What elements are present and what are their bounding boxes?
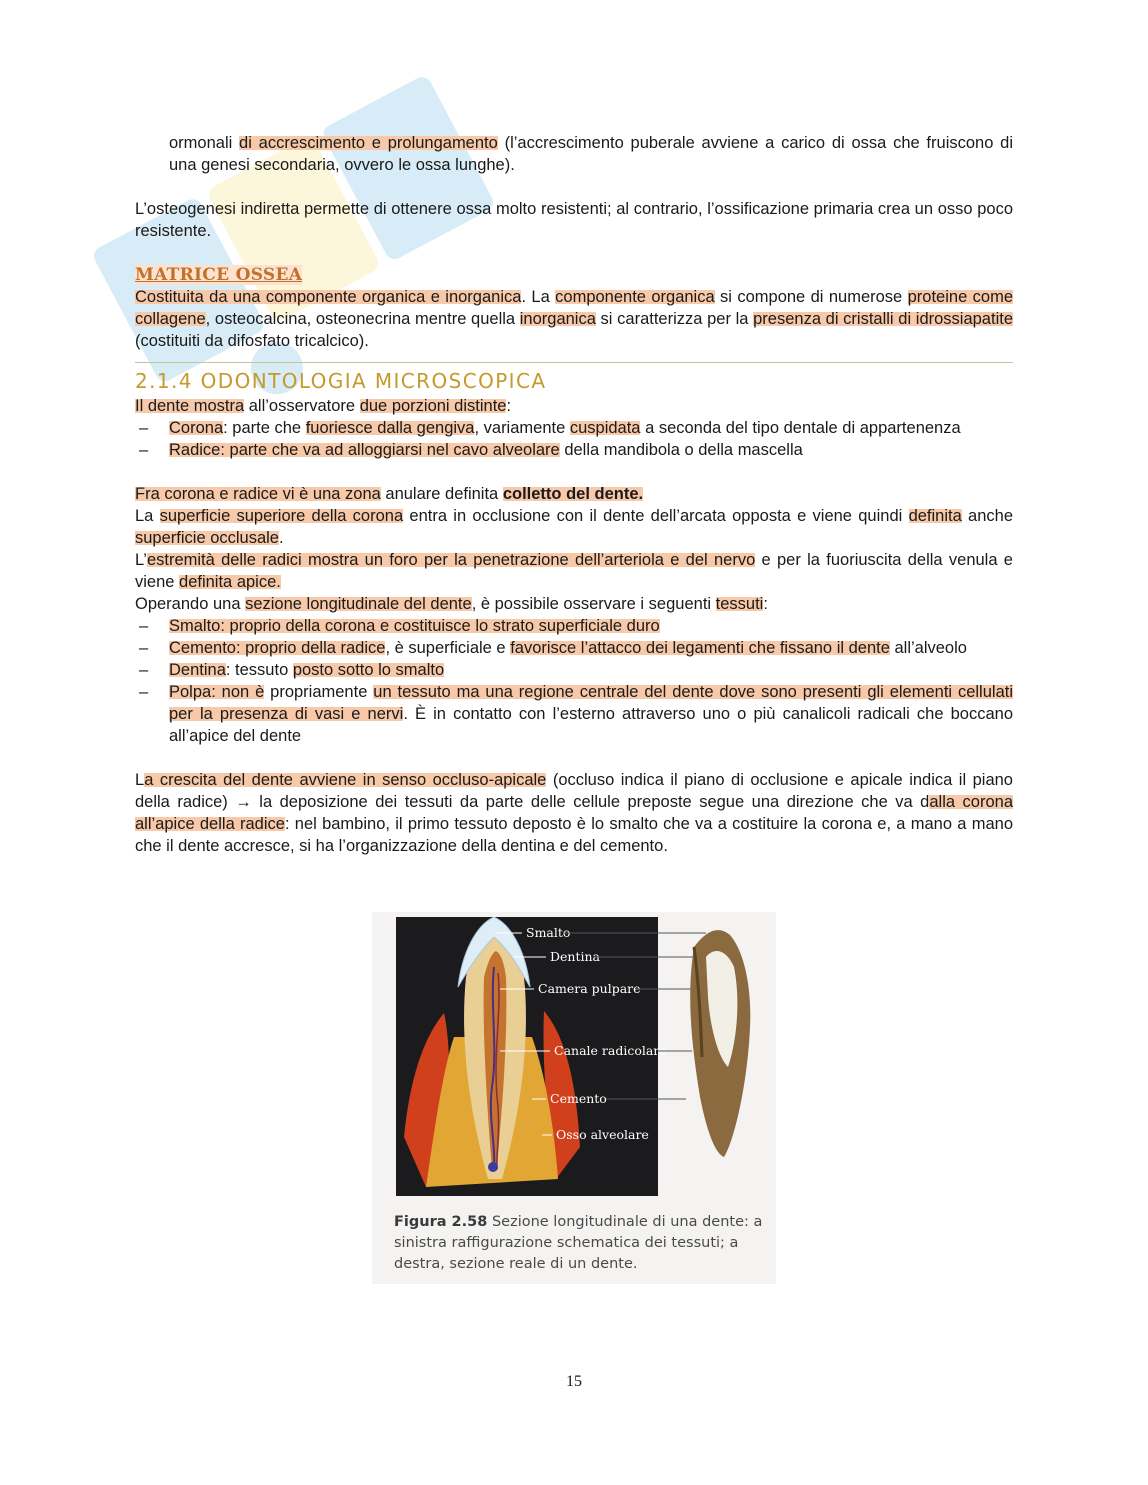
text-run: : nel bambino, il primo tessuto deposto è lo smalto che va a costituire la corona e, a mano a mano che il dente accresce, si ha l’organizzazione della dentina e del cemento. [135,815,1013,855]
text-run: anulare definita [380,485,503,503]
arrow-right-icon: → [235,793,252,811]
highlight: due porzioni distinte [359,397,507,415]
text-run: all’alveolo [889,639,967,657]
text-run: (occluso indica il piano di occlusione e apicale indica il piano della radice) [135,771,1013,811]
caption-label: Figura 2.58 [394,1214,488,1230]
text-run: . [279,529,284,547]
matrice-heading [135,264,1013,286]
text-run: la deposizione dei tessuti da parte delle cellule preposte segue una direzione che va d [251,793,930,811]
highlight: favorisce l’attacco dei legamenti che fissano il dente [510,639,890,657]
text-run: (costituiti da difosfato tricalcico). [135,332,369,350]
list-item-cemento [135,637,1013,659]
label-smalto: Smalto [526,925,571,940]
highlight: Il dente mostra [135,397,245,415]
matrice-heading-text: MATRICE OSSEA [135,265,303,285]
list-item-radice [135,439,1013,461]
sezione-paragraph [135,593,1013,615]
highlight: superficie occlusale [135,529,279,547]
highlight: Cemento: proprio della radice [169,639,386,657]
highlight: Radice: parte che va ad alloggiarsi nel cavo alveolare [169,441,560,459]
text-run: ormonali [169,134,240,152]
highlight: alla corona all’apice della radice [135,793,1013,833]
highlight: proteine come collagene [135,288,1013,328]
text-run: all’osservatore [244,397,360,415]
text-run: a seconda del tipo dentale di appartenenza [640,419,961,437]
figure-caption [394,1212,764,1275]
highlight: inorganica [519,310,596,328]
crescita-paragraph [135,769,1013,857]
highlight: Costituita da una componente organica e inorganica [135,288,522,306]
text-run: , osteocalcina, osteonecrina mentre quella [205,310,520,328]
highlight: un tessuto ma una regione centrale del dente dove sono presenti gli elementi cellulati per la presenza di vasi e nervi [169,683,1013,723]
highlight: Dentina [169,661,226,679]
highlight: di accrescimento e prolungamento [239,134,498,152]
text-run: , variamente [474,419,570,437]
highlight: a crescita del dente avviene in senso occluso-apicale [144,771,547,789]
figure-tooth-section [372,912,776,1284]
text-run: L’ [135,551,147,569]
caption-text: Sezione longitudinale di una dente: a sinistra raffigurazione schematica dei tessuti; a destra, sezione reale di un dente. [394,1214,763,1272]
list-item-smalto [135,615,1013,637]
page-body [135,132,1013,857]
highlight: cuspidata [569,419,641,437]
list-item-dentina [135,659,1013,681]
text-run: , è possibile osservare i seguenti [471,595,716,613]
colletto-paragraph [135,483,1013,505]
highlight: componente organica [555,288,715,306]
highlight: posto sotto lo smalto [292,661,445,679]
text-run: : [506,397,512,415]
text-run: La [135,507,160,525]
text-run: propriamente [264,683,374,701]
highlight: Fra corona e radice vi è una zona [135,485,381,503]
label-canale-radicolare: Canale radicolare [554,1043,667,1058]
label-camera-pulpare: Camera pulpare [538,981,641,996]
porzioni-list [135,417,1013,461]
apex-vessels [488,1162,498,1172]
highlight-bold: colletto del dente. [502,485,644,503]
highlight: sezione longitudinale del dente [245,595,472,613]
text-run: e per la fuoriuscita della venula e viene [135,551,1013,591]
tooth-illustration [396,917,772,1196]
text-run: : [763,595,768,613]
text-run: . La [521,288,556,306]
label-dentina: Dentina [550,949,600,964]
text-run: anche [961,507,1014,525]
tessuti-list [135,615,1013,747]
label-osso-alveolare: Osso alveolare [556,1127,649,1142]
label-cemento: Cemento [550,1091,607,1106]
text-run: Operando una [135,595,246,613]
highlight: definita [908,507,962,525]
highlight: Corona [169,419,224,437]
text-run: : tessuto [225,661,293,679]
highlight: estremità delle radici mostra un foro per la penetrazione dell’arteriola e del nervo [146,551,756,569]
highlight: tessuti [715,595,764,613]
text-run: (l’accrescimento puberale avviene a carico di ossa che fruiscono di una genesi secondaria, ovvero le ossa lunghe). [169,134,1013,174]
superficie-paragraph [135,505,1013,549]
highlight: definita apice. [179,573,281,591]
intro-paragraph [169,132,1013,176]
text-run: : parte che [223,419,306,437]
text-run: entra in occlusione con il dente dell’arcata opposta e viene quindi [403,507,909,525]
highlight: superficie superiore della corona [159,507,404,525]
estremita-paragraph [135,549,1013,593]
page-number: 15 [566,1373,582,1390]
highlight: fuoriesce dalla gengiva [305,419,475,437]
matrice-paragraph [135,286,1013,352]
text-run: L [135,771,145,789]
highlight: presenza di cristalli di idrossiapatite [753,310,1013,328]
text-run: . È in contatto con l’esterno attraverso uno o più canalicoli radicali che boccano all’apice del dente [169,705,1014,745]
highlight: Smalto: proprio della corona e costituisce lo strato superficiale duro [169,617,660,635]
text-run: , è superficiale e [385,639,511,657]
text-run: si compone di numerose [714,288,908,306]
text-run: si caratterizza per la [595,310,754,328]
section-divider [135,362,1013,363]
dente-intro [135,395,1013,417]
list-item-polpa [135,681,1013,747]
section-title: 2.1.4 ODONTOLOGIA MICROSCOPICA [135,369,547,393]
text-run: della mandibola o della mascella [559,441,803,459]
osteogenesi-paragraph: L’osteogenesi indiretta permette di ottenere ossa molto resistenti; al contrario, l’ossificazione primaria crea un osso poco resistente. [135,200,1013,240]
highlight: Polpa: non è [169,683,265,701]
list-item-corona [135,417,1013,439]
